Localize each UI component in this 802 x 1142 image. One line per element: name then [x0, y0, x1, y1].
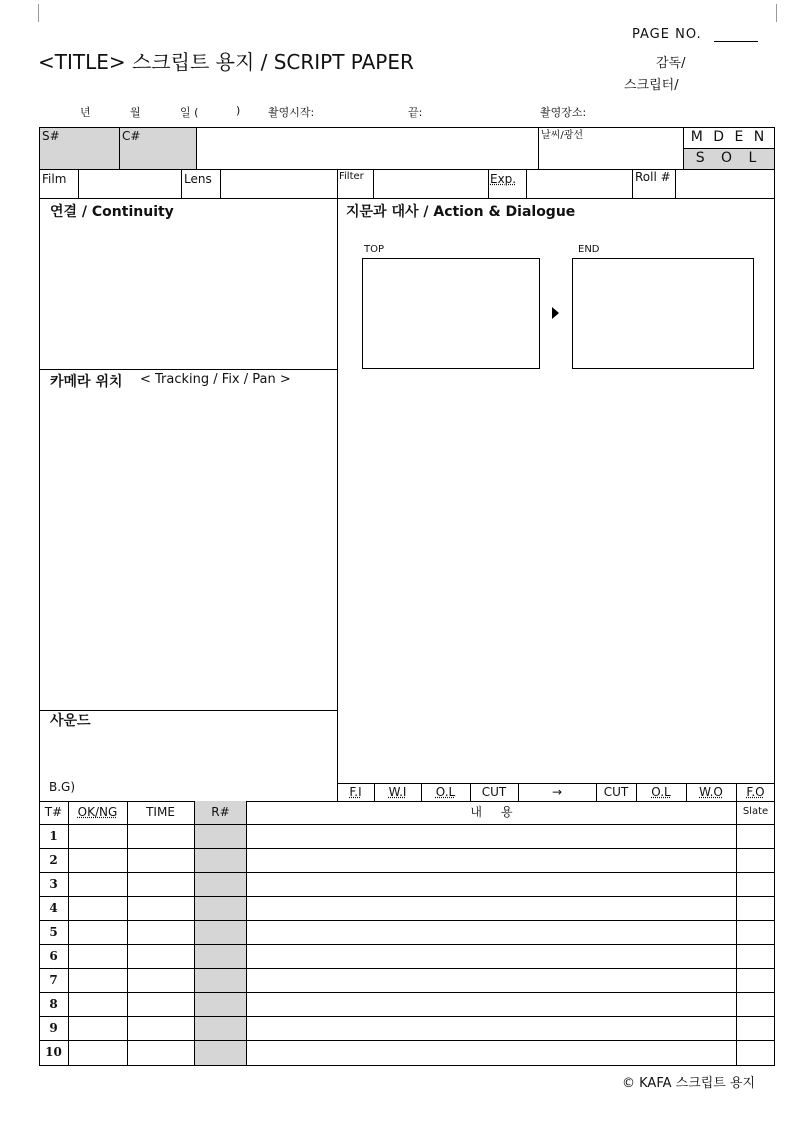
table-row-line: [39, 992, 775, 993]
bg-label: B.G): [49, 780, 76, 794]
end-frame-label: END: [578, 244, 600, 255]
shoot-start-label: 촬영시작:: [268, 106, 315, 119]
transition-wipe-out[interactable]: W.O: [699, 785, 723, 799]
lens-label: Lens: [184, 172, 212, 186]
take-column-divider: [68, 801, 69, 1065]
page-no-label: PAGE NO.: [632, 27, 702, 42]
header-slate: Slate: [742, 806, 769, 817]
top-frame-label: TOP: [364, 244, 385, 255]
film-divider: [78, 169, 79, 199]
header-roll-number: R#: [211, 805, 230, 819]
top-frame-box[interactable]: [362, 258, 540, 369]
header-take-number: T#: [44, 805, 63, 819]
weather-divider: [538, 127, 539, 170]
table-row-line: [39, 968, 775, 969]
lens-divider-right: [220, 169, 221, 199]
main-frame: [39, 127, 775, 802]
end-frame-box[interactable]: [572, 258, 754, 369]
roll-divider-left: [632, 169, 633, 199]
cut-number-label: C#: [122, 129, 141, 143]
lens-divider-left: [181, 169, 182, 199]
take-number: 3: [49, 877, 58, 891]
table-row-line: [39, 824, 775, 825]
sound-heading: 사운드: [50, 713, 91, 729]
scene-number-label: S#: [42, 129, 60, 143]
arrow-right-icon: [552, 307, 559, 319]
body-divider: [337, 198, 338, 801]
location-label: 촬영장소:: [540, 106, 587, 119]
crop-mark-left: [38, 4, 39, 22]
take-number: 6: [49, 949, 58, 963]
filter-label: Filter: [339, 171, 364, 182]
table-row-line: [39, 872, 775, 873]
take-number: 10: [45, 1045, 62, 1059]
transition-arrow: →: [551, 785, 563, 799]
exp-divider-right: [526, 169, 527, 199]
row2-bottom-line: [39, 198, 775, 199]
take-number: 9: [49, 1021, 58, 1035]
exp-divider-left: [488, 169, 489, 199]
transition-wipe-in[interactable]: W.I: [388, 785, 407, 799]
page-title: <TITLE> 스크립트 용지 / SCRIPT PAPER: [38, 50, 414, 74]
footer-copyright: © KAFA 스크립트 용지: [622, 1076, 756, 1091]
transition-fade-in[interactable]: F.I: [349, 785, 362, 799]
continuity-bottom-line: [39, 369, 337, 370]
camera-heading: 카메라 위치: [50, 374, 123, 390]
page-no-line: [714, 41, 758, 42]
shoot-end-label: 끝:: [408, 106, 423, 119]
take-number: 4: [49, 901, 58, 915]
transition-cut-in[interactable]: CUT: [481, 785, 507, 799]
take-number: 8: [49, 997, 58, 1011]
date-year-label: 년: [80, 106, 91, 119]
date-day-label: 일 (: [180, 106, 199, 119]
camera-modes: < Tracking / Fix / Pan >: [140, 372, 291, 387]
date-close-paren: ): [236, 104, 241, 117]
roll-label: Roll #: [635, 170, 671, 184]
sol-options: S O L: [695, 150, 763, 166]
table-row-line: [39, 848, 775, 849]
transition-fade-out[interactable]: F.O: [746, 785, 765, 799]
take-table: [39, 801, 775, 1066]
take-column-divider: [736, 801, 737, 1065]
header-ok-ng: OK/NG: [77, 805, 118, 819]
transition-overlap-out[interactable]: O.L: [651, 785, 671, 799]
weather-label: 날씨/광선: [541, 130, 584, 141]
action-heading: 지문과 대사 / Action & Dialogue: [346, 204, 576, 220]
roll-divider-right: [675, 169, 676, 199]
mden-options: M D E N: [690, 129, 768, 145]
header-time: TIME: [146, 805, 175, 819]
continuity-heading: 연결 / Continuity: [50, 204, 174, 220]
film-label: Film: [42, 172, 67, 186]
transition-cut-out[interactable]: CUT: [603, 785, 629, 799]
take-number: 7: [49, 973, 58, 987]
table-row-line: [39, 920, 775, 921]
director-label: 감독/: [656, 56, 686, 71]
table-row-line: [39, 1016, 775, 1017]
table-row-line: [39, 1040, 775, 1041]
transition-overlap-in[interactable]: O.L: [435, 785, 456, 799]
exp-label: Exp.: [490, 172, 517, 186]
scripter-label: 스크립터/: [624, 78, 679, 93]
take-number: 5: [49, 925, 58, 939]
roll-number-column: [194, 801, 247, 1065]
take-column-divider: [127, 801, 128, 1065]
filter-divider-left: [337, 169, 338, 199]
header-content: 내 용: [470, 805, 513, 819]
take-number: 1: [49, 829, 58, 843]
date-month-label: 월: [130, 106, 141, 119]
table-row-line: [39, 944, 775, 945]
crop-mark-right: [776, 4, 777, 22]
filter-divider-right: [373, 169, 374, 199]
take-number: 2: [49, 853, 58, 867]
table-row-line: [39, 896, 775, 897]
